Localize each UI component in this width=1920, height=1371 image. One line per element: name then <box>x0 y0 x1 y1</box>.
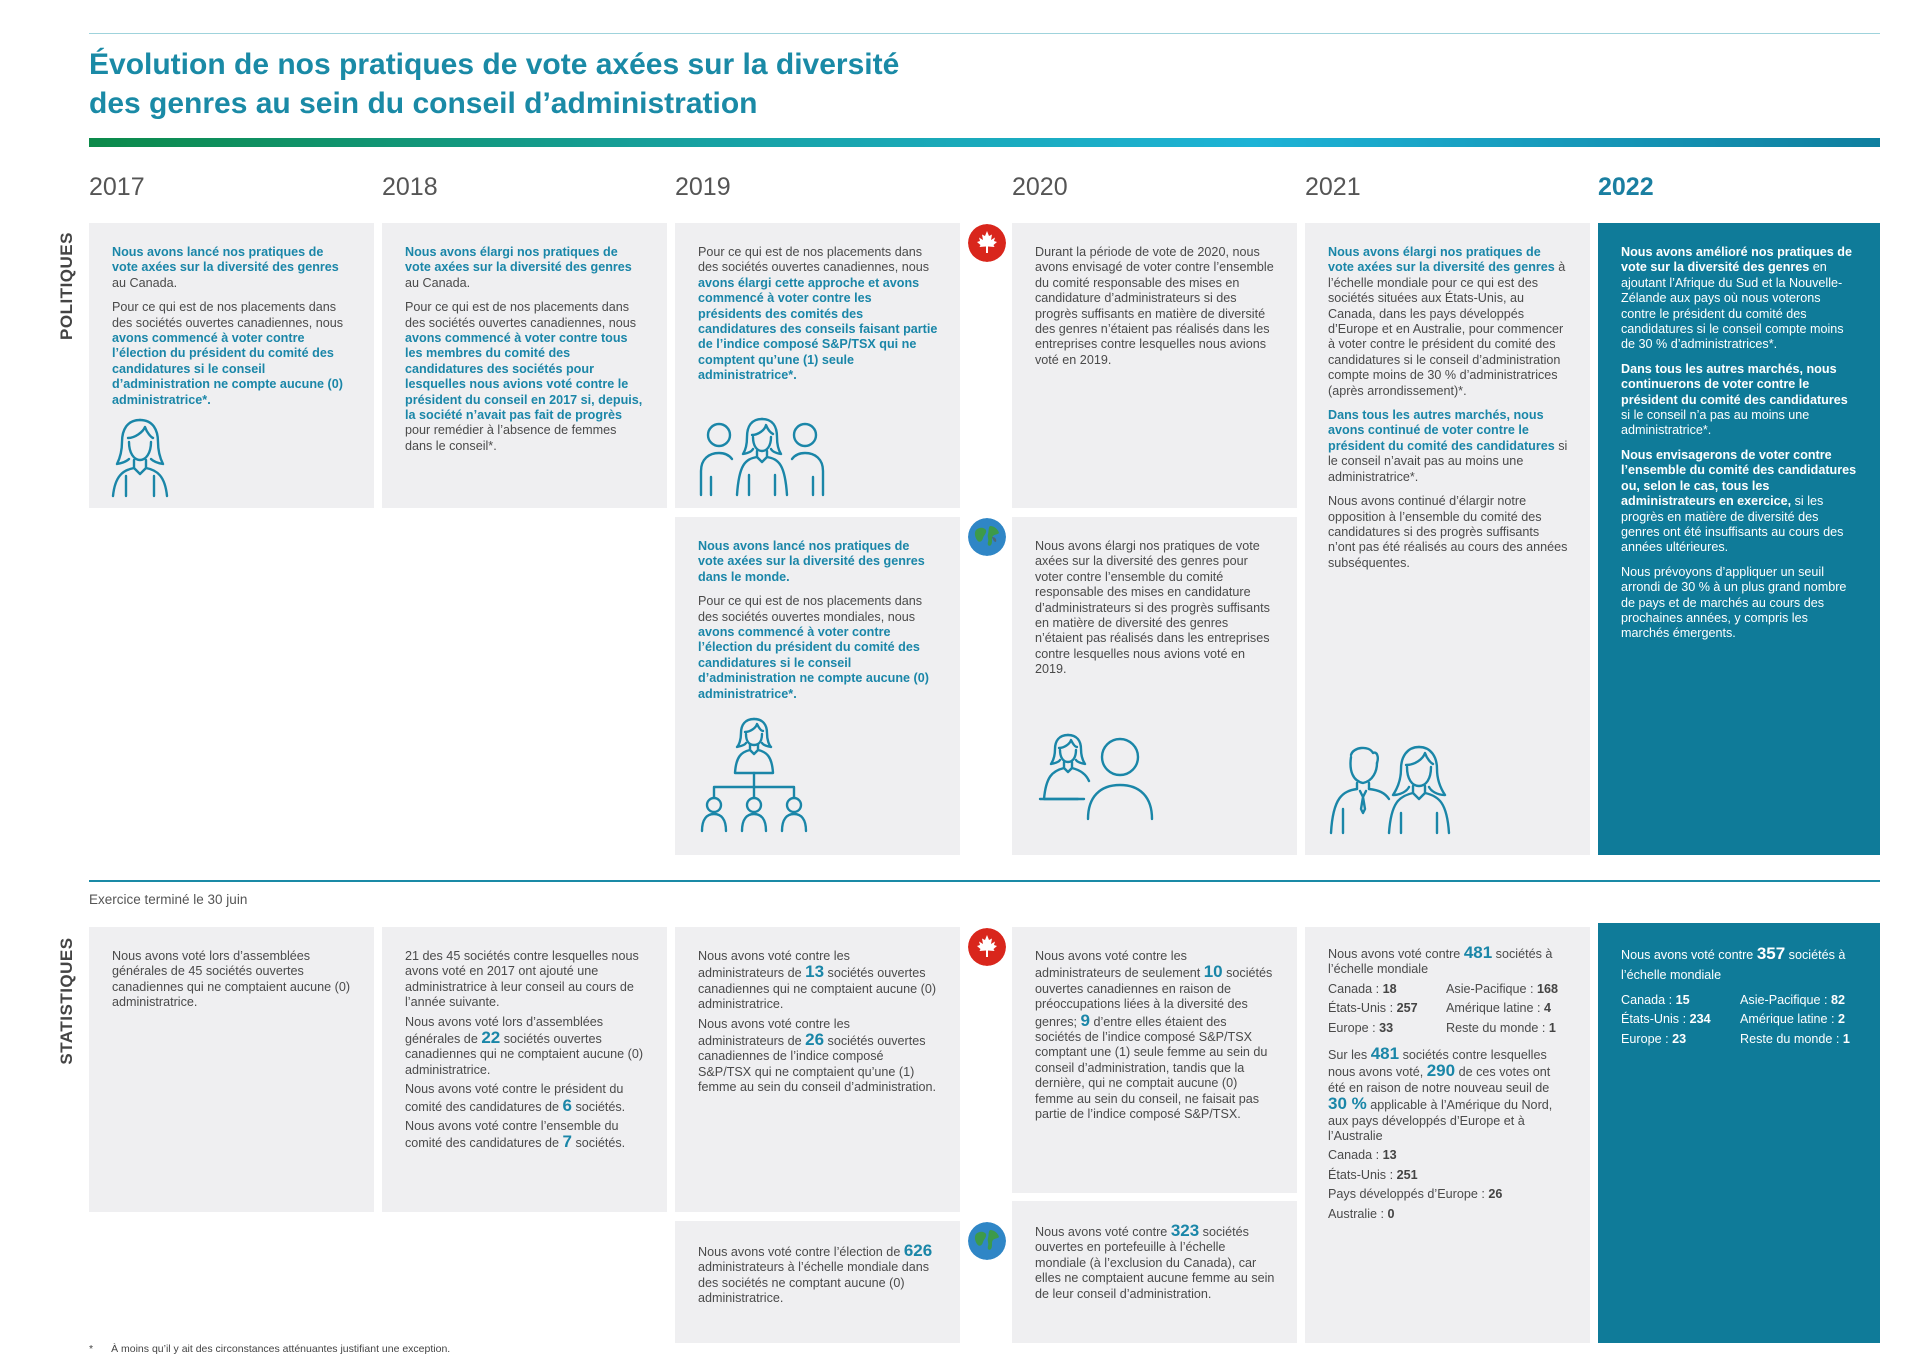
year-2022: 2022 <box>1598 173 1654 201</box>
stats-label: STATISTIQUES <box>57 937 76 1065</box>
footnote: * À moins qu’il y ait des circonstances atténuantes justifiant une exception. <box>89 1343 451 1355</box>
stats-2017: Nous avons voté lors d’assemblées générales de 45 sociétés ouvertes canadiennes qui ne comptaient aucune (0) administratrice. <box>89 927 374 1212</box>
policy-2020-canada: Durant la période de vote de 2020, nous avons envisagé de voter contre l’ensemble du comité responsable des mises en candidature d’administrateurs si des progrès suffisants en matière de diversité des genres n’étaient pas réalisés dans les entreprises contre lesquelles nous avions voté en 2019. <box>1012 223 1297 508</box>
year-2021: 2021 <box>1305 173 1361 201</box>
stats-2021: Nous avons voté contre 481 sociétés à l’échelle mondiale Canada : 18 Asie-Pacifique : 168 États-Unis : 257 Amérique latine : 4 Europe : 33 Reste du monde : 1 Sur les 481 sociétés contre lesquelles nous avons voté, 290 de ces votes ont été en raison de notre nouveau seuil de 30 % applicable à l’Amérique du Nord, aux pays développés d’Europe et à l’Australie Canada : 13 États-Unis : 251 Pays développés d’Europe : 26 Australie : 0 <box>1305 927 1590 1343</box>
policy-2019-world: Nous avons lancé nos pratiques de vote axées sur la diversité des genres dans le monde. Pour ce qui est de nos placements dans des sociétés ouvertes mondiales, nous avons commencé à voter contre l’élection du président du comité des candidatures si le conseil d’administration ne compte aucune (0) administratrice*. <box>675 517 960 855</box>
year-2020: 2020 <box>1012 173 1068 201</box>
policy-2021: Nous avons élargi nos pratiques de vote axées sur la diversité des genres à l’échelle mondiale pour ce qui est des sociétés situées aux États-Unis, au Canada, dans les pays développés d’Europe et en Australie, pour commencer à voter contre le président du comité des candidatures si le conseil d’administration compte moins de 30 % d’administratrices (après arrondissement)*. Dans tous les autres marchés, nous avons continué de voter contre le président du comité des candidatures si le conseil n’avait pas au moins une administratrice*. Nous avons continué d’élargir notre opposition à l’ensemble du comité des candidatures si des progrès suffisants n’ont pas été réalisés au cours des années subséquentes. <box>1305 223 1590 855</box>
policies-label: POLITIQUES <box>57 232 76 340</box>
stats-2022-region-grid: Canada : 15 Asie-Pacifique : 82 États-Unis : 234 Amérique latine : 2 Europe : 23 Reste du monde : 1 <box>1621 993 1850 1046</box>
maple-leaf-icon <box>968 928 1006 966</box>
fiscal-year-note: Exercice terminé le 30 juin <box>89 892 248 907</box>
group-icon <box>697 415 827 497</box>
policy-2018: Nous avons élargi nos pratiques de vote axées sur la diversité des genres au Canada. Pour ce qui est de nos placements dans des sociétés ouvertes canadiennes, nous avons commencé à voter contre tous les membres du comité des candidatures des sociétés pour lesquelles nous avions voté contre le président du conseil en 2017 si, depuis, la société n’avait pas fait de progrès pour remédier à l’absence de femmes dans le conseil*. <box>382 223 667 508</box>
policy-2022: Nous avons amélioré nos pratiques de vote sur la diversité des genres en ajoutant l’Afrique du Sud et la Nouvelle-Zélande aux pays où nous voterons contre le président du comité des candidatures si le conseil compte moins de 30 % d’administratrices*. Dans tous les autres marchés, nous continuerons de voter contre le président du comité des candidatures si le conseil n’a pas au moins une administratrice*. Nous envisagerons de voter contre l’ensemble du comité des candidatures ou, selon le cas, tous les administrateurs en exercice, si les progrès en matière de diversité des genres ont été insuffisants au cours des années ultérieures. Nous prévoyons d’appliquer un seuil arrondi de 30 % à un plus grand nombre de pays et de marchés au cours des prochaines années, y compris les marchés émergents. <box>1598 223 1880 855</box>
stats-2019-canada: Nous avons voté contre les administrateurs de 13 sociétés ouvertes canadiennes qui ne comptaient aucune (0) administratrice. Nous avons voté contre les administrateurs de 26 sociétés ouvertes canadiennes de l’indice composé S&P/TSX qui ne comptaient qu’une (1) femme au sein du conseil d’administration. <box>675 927 960 1212</box>
year-2017: 2017 <box>89 173 145 201</box>
stats-2020-world: Nous avons voté contre 323 sociétés ouvertes en portefeuille à l’échelle mondiale (à l’exclusion du Canada), car elles ne comptaient aucune femme au sein de leur conseil d’administration. <box>1012 1201 1297 1343</box>
stats-2021-threshold-list: Canada : 13 États-Unis : 251 Pays développés d’Europe : 26 Australie : 0 <box>1328 1148 1503 1221</box>
globe-icon <box>968 1222 1006 1260</box>
page-title: Évolution de nos pratiques de vote axées sur la diversité des genres au sein du conseil d’administration <box>89 48 900 120</box>
top-rule <box>89 33 1880 34</box>
year-2018: 2018 <box>382 173 438 201</box>
stats-2021-region-grid: Canada : 18 Asie-Pacifique : 168 États-Unis : 257 Amérique latine : 4 Europe : 33 Reste du monde : 1 <box>1328 981 1559 1035</box>
stats-2018: 21 des 45 sociétés contre lesquelles nous avons voté en 2017 ont ajouté une administratrice à leur conseil au cours de l’année suivante. Nous avons voté lors d’assemblées générales de 22 sociétés ouvertes canadiennes qui ne comptaient aucune (0) administratrice. Nous avons voté contre le président du comité des candidatures de 6 sociétés. Nous avons voté contre l’ensemble du comité des candidatures de 7 sociétés. <box>382 927 667 1212</box>
gradient-bar <box>89 138 1880 147</box>
person-icon <box>107 416 173 498</box>
section-divider <box>89 880 1880 882</box>
interview-icon <box>1038 731 1162 821</box>
year-2019: 2019 <box>675 173 731 201</box>
policy-2020-world: Nous avons élargi nos pratiques de vote axées sur la diversité des genres pour voter contre l’ensemble du comité responsable des mises en candidature d’administrateurs si des progrès suffisants en matière de diversité des genres n’étaient pas réalisés dans les entreprises contre lesquelles nous avions voté en 2019. <box>1012 517 1297 855</box>
maple-leaf-icon <box>968 224 1006 262</box>
globe-icon <box>968 518 1006 556</box>
policy-2017: Nous avons lancé nos pratiques de vote axées sur la diversité des genres au Canada. Pour ce qui est de nos placements dans des sociétés ouvertes canadiennes, nous avons commencé à voter contre l’élection du président du comité des candidatures si le conseil d’administration ne compte aucune (0) administratrice*. <box>89 223 374 508</box>
org-chart-icon <box>699 715 809 835</box>
stats-2020-canada: Nous avons voté contre les administrateurs de seulement 10 sociétés ouvertes canadiennes en raison de préoccupations liées à la diversité des genres; 9 d’entre elles étaient des sociétés de l’indice composé S&P/TSX comptant une (1) seule femme au sein du conseil d’administration, tandis que la dernière, qui ne comptait aucune (0) femme au sein du conseil, ne faisait pas partie de l’indice composé S&P/TSX. <box>1012 927 1297 1193</box>
stats-2022: Nous avons voté contre 357 sociétés à l’échelle mondiale Canada : 15 Asie-Pacifique : 82 États-Unis : 234 Amérique latine : 2 Europe : 23 Reste du monde : 1 <box>1598 923 1880 1343</box>
stats-2019-world: Nous avons voté contre l’élection de 626 administrateurs à l’échelle mondiale dans des sociétés ne comptant aucune (0) administratrice. <box>675 1221 960 1343</box>
policy-2019-canada: Pour ce qui est de nos placements dans des sociétés ouvertes canadiennes, nous avons élargi cette approche et avons commencé à voter contre les présidents des comités des candidatures des conseils faisant partie de l’indice composé S&P/TSX qui ne comptent qu’une (1) seule administratrice*. <box>675 223 960 508</box>
couple-icon <box>1327 743 1463 835</box>
